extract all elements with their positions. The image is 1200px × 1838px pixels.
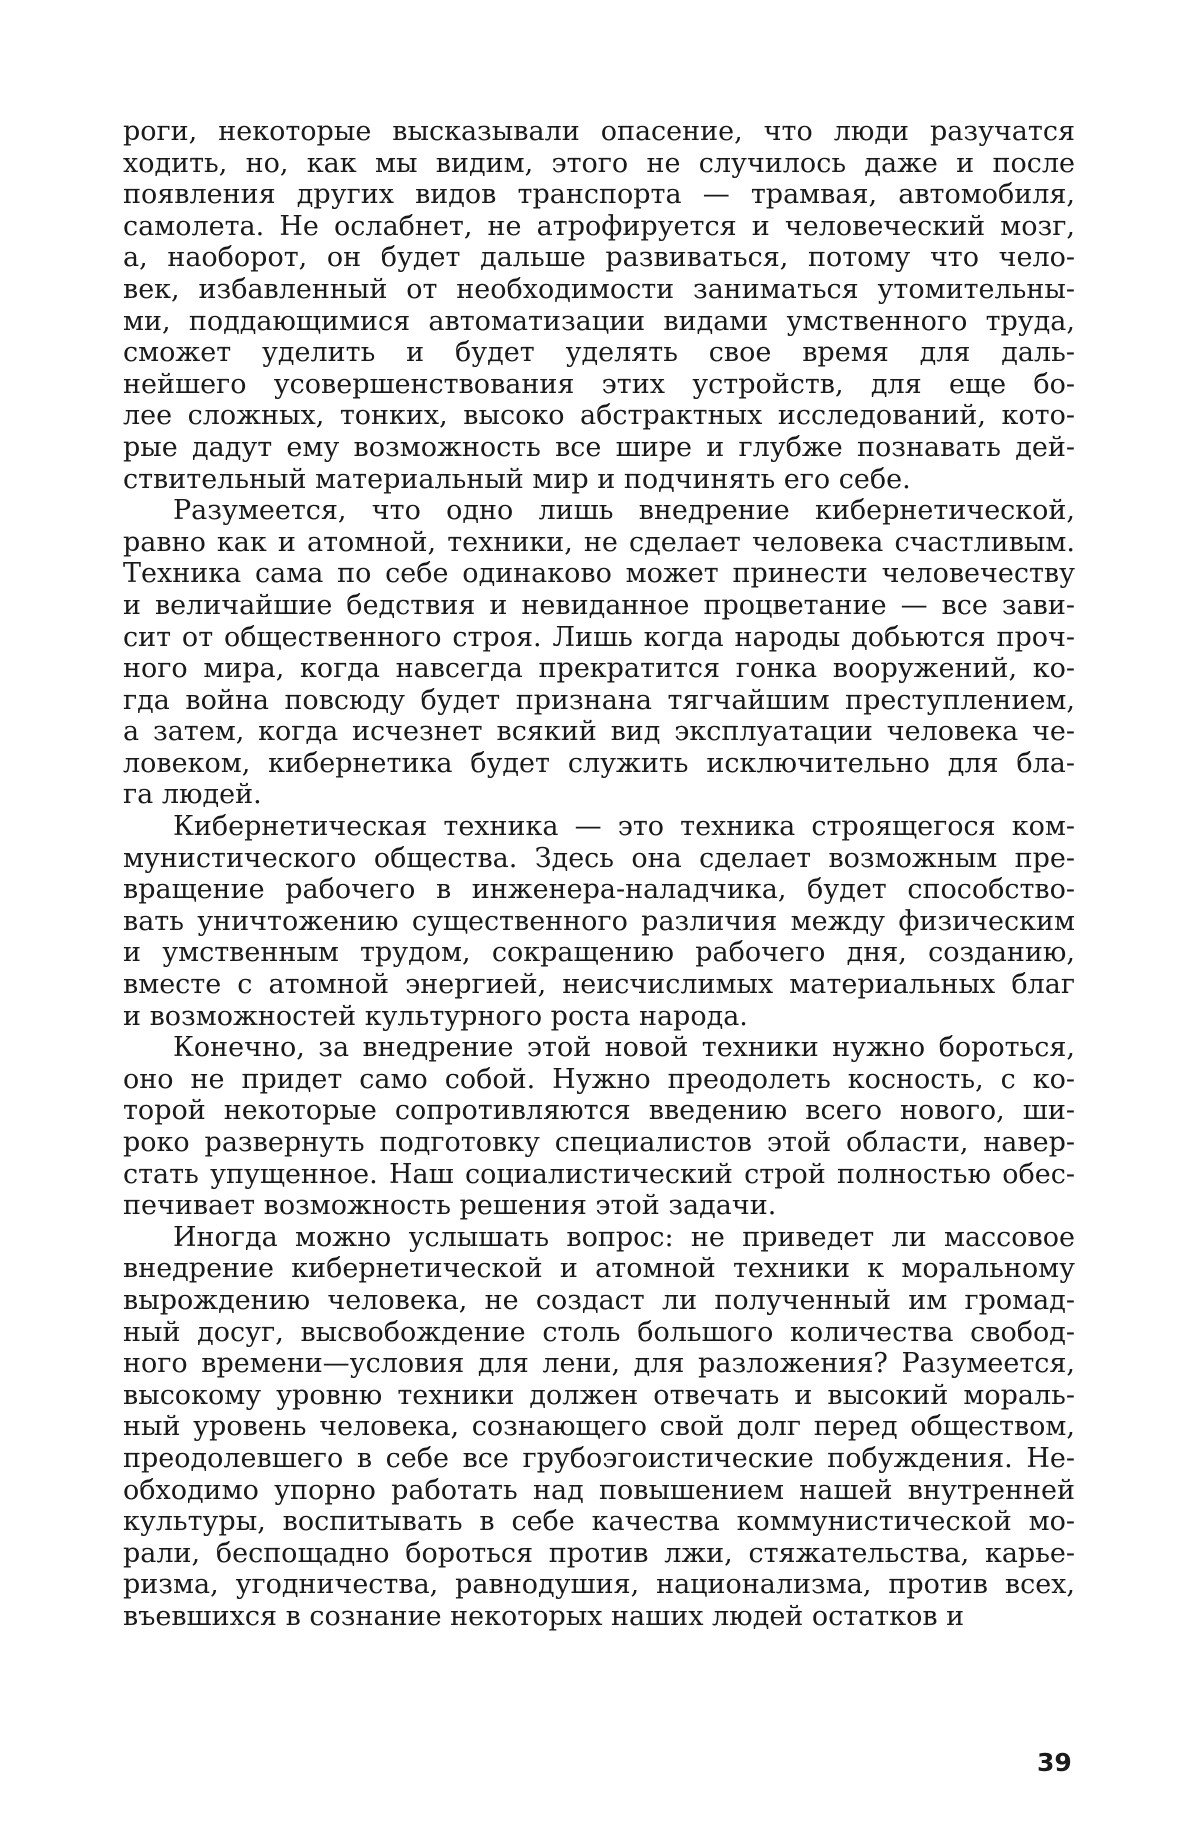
text-line: ного мира, когда навсегда прекратится гонка вооружений, ко-	[123, 653, 1075, 685]
paragraph	[123, 495, 1075, 811]
text-line: оно не придет само собой. Нужно преодолеть косность, с ко-	[123, 1064, 1075, 1096]
text-line: Разумеется, что одно лишь внедрение кибернетической,	[123, 495, 1075, 527]
text-line: ствительный материальный мир и подчинять его себе.	[123, 464, 1075, 496]
text-line: торой некоторые сопротивляются введению всего нового, ши-	[123, 1095, 1075, 1127]
text-line: самолета. Не ослабнет, не атрофируется и человеческий мозг,	[123, 211, 1075, 243]
text-line: Конечно, за внедрение этой новой техники нужно бороться,	[123, 1032, 1075, 1064]
text-line: гда война повсюду будет признана тягчайшим преступлением,	[123, 685, 1075, 717]
text-line: ходить, но, как мы видим, этого не случилось даже и после	[123, 148, 1075, 180]
text-line: сит от общественного строя. Лишь когда народы добьются проч-	[123, 622, 1075, 654]
text-line: внедрение кибернетической и атомной техники к моральному	[123, 1253, 1075, 1285]
text-line: появления других видов транспорта — трамвая, автомобиля,	[123, 179, 1075, 211]
text-line: ный уровень человека, сознающего свой долг перед обществом,	[123, 1411, 1075, 1443]
text-line: роги, некоторые высказывали опасение, что люди разучатся	[123, 116, 1075, 148]
page-number: 39	[1037, 1748, 1072, 1777]
text-line: ный досуг, высвобождение столь большого количества свобод-	[123, 1317, 1075, 1349]
text-line: и возможностей культурного роста народа.	[123, 1001, 1075, 1033]
text-line: роко развернуть подготовку специалистов этой области, навер-	[123, 1127, 1075, 1159]
text-line: преодолевшего в себе все грубоэгоистические побуждения. Не-	[123, 1443, 1075, 1475]
book-page	[0, 0, 1200, 1838]
text-line: вать уничтожению существенного различия между физическим	[123, 906, 1075, 938]
text-line: и величайшие бедствия и невиданное процветание — все зави-	[123, 590, 1075, 622]
text-line: Кибернетическая техника — это техника строящегося ком-	[123, 811, 1075, 843]
text-line: ловеком, кибернетика будет служить исключительно для бла-	[123, 748, 1075, 780]
text-line: и умственным трудом, сокращению рабочего дня, созданию,	[123, 937, 1075, 969]
text-line: ризма, угодничества, равнодушия, национализма, против всех,	[123, 1569, 1075, 1601]
text-line: а, наоборот, он будет дальше развиваться, потому что чело-	[123, 242, 1075, 274]
text-line: Техника сама по себе одинаково может принести человечеству	[123, 558, 1075, 590]
text-line: вместе с атомной энергией, неисчислимых материальных благ	[123, 969, 1075, 1001]
paragraph	[123, 811, 1075, 1032]
text-line: въевшихся в сознание некоторых наших людей остатков и	[123, 1601, 1075, 1633]
text-line: мунистического общества. Здесь она сделает возможным пре-	[123, 843, 1075, 875]
text-line: рали, беспощадно бороться против лжи, стяжательства, карье-	[123, 1538, 1075, 1570]
text-line: га людей.	[123, 779, 1075, 811]
text-line: стать упущенное. Наш социалистический строй полностью обес-	[123, 1159, 1075, 1191]
text-line: век, избавленный от необходимости заниматься утомительны-	[123, 274, 1075, 306]
text-line: вращение рабочего в инженера-наладчика, будет способство-	[123, 874, 1075, 906]
text-line: рые дадут ему возможность все шире и глубже познавать дей-	[123, 432, 1075, 464]
text-line: вырождению человека, не создаст ли полученный им громад-	[123, 1285, 1075, 1317]
text-line: Иногда можно услышать вопрос: не приведет ли массовое	[123, 1222, 1075, 1254]
text-line: ми, поддающимися автоматизации видами умственного труда,	[123, 306, 1075, 338]
text-line: высокому уровню техники должен отвечать и высокий мораль-	[123, 1380, 1075, 1412]
text-line: печивает возможность решения этой задачи.	[123, 1190, 1075, 1222]
text-line: а затем, когда исчезнет всякий вид эксплуатации человека че-	[123, 716, 1075, 748]
paragraph	[123, 1032, 1075, 1222]
text-line: ного времени—условия для лени, для разложения? Разумеется,	[123, 1348, 1075, 1380]
text-line: обходимо упорно работать над повышением нашей внутренней	[123, 1475, 1075, 1507]
text-line: нейшего усовершенствования этих устройств, для еще бо-	[123, 369, 1075, 401]
body-text	[123, 116, 1075, 1633]
paragraph	[123, 116, 1075, 495]
text-line: культуры, воспитывать в себе качества коммунистической мо-	[123, 1506, 1075, 1538]
text-line: сможет уделить и будет уделять свое время для даль-	[123, 337, 1075, 369]
text-line: равно как и атомной, техники, не сделает человека счастливым.	[123, 527, 1075, 559]
text-line: лее сложных, тонких, высоко абстрактных исследований, кото-	[123, 400, 1075, 432]
paragraph	[123, 1222, 1075, 1633]
